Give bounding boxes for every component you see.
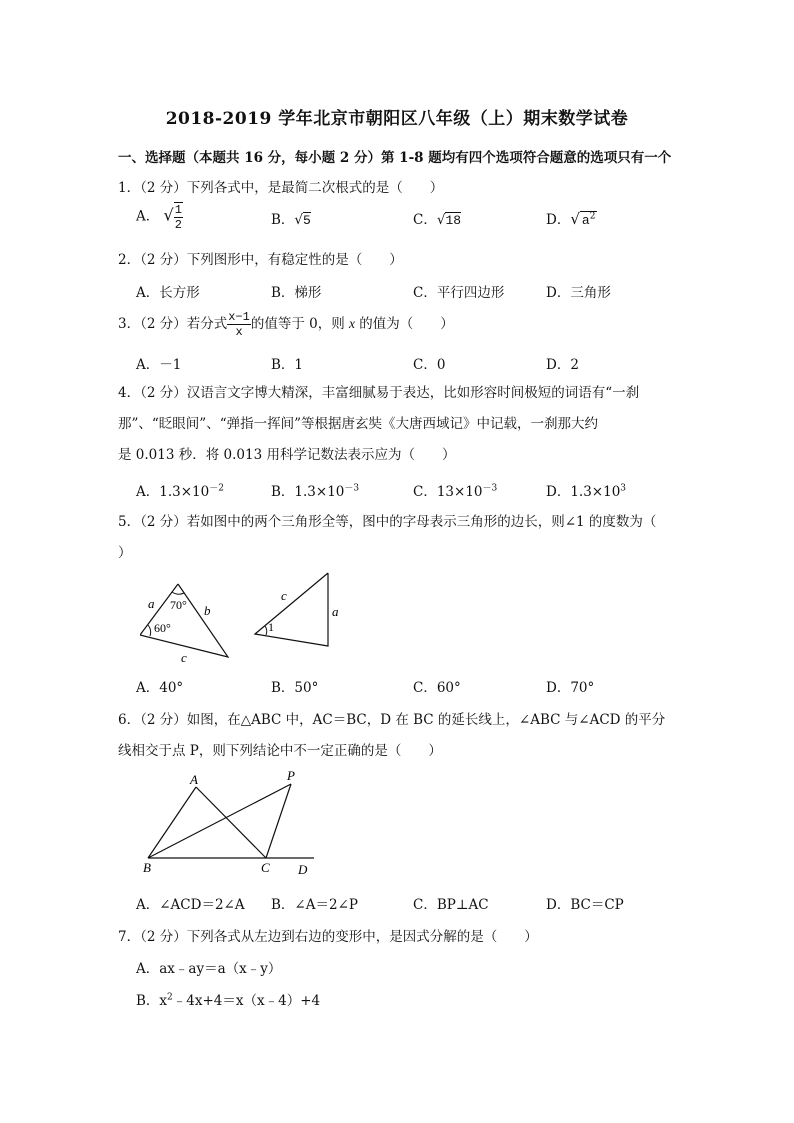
section-heading: 一、选择题（本题共 16 分，每小题 2 分）第 1-8 题均有四个选项符合题意的选项只有一个 [118,150,672,166]
q5-option-b: B．50° [271,680,319,696]
q1-option-d: D．√ $a^2$ [546,210,596,228]
q5-option-a: A．40° [136,680,184,696]
q6-stem-line2: 线相交于点 P，则下列结论中不一定正确的是（ ） [118,743,442,759]
q6-label-D: D [298,862,308,877]
q7-option-a: A．ax﹣ay＝a（x﹣y） [136,961,282,977]
q6-option-b: B．∠A＝2∠P [271,897,358,913]
q4-line: 4．（2 分）汉语言文字博大精深，丰富细腻易于表达，比如形容时间极短的词语有“一刹 [118,385,640,401]
q3-stem: 3．（2 分）若分式 $\frac{x-1}{x}$ 的值等于 0，则 x 的值为（ ） [118,310,454,339]
q5-label-a-right: a [332,604,339,619]
q5-option-d: D．70° [546,680,595,696]
q6-option-a: A．∠ACD＝2∠A [136,897,245,913]
q2-option-d: D．三角形 [546,285,611,301]
q5-stem-line1: 5．（2 分）若如图中的两个三角形全等，图中的字母表示三角形的边长，则∠1 的度数为（ [118,514,657,530]
q6-label-P: P [287,768,295,783]
q6-label-A: A [190,772,198,787]
q3-option-a: A．－1 [136,357,182,373]
q5-angle-arc-60 [148,625,151,636]
q5-label-70: 70° [170,598,187,612]
q1-option-a: A． √ $\frac{1}{2}$ [136,203,182,232]
q2-option-b: B．梯形 [271,285,322,301]
q5-label-c-right: c [281,588,287,603]
q7-option-b: B．$x^2﹣4x+4=x(x﹣4)+4$ [136,992,321,1009]
q6-figure [138,766,323,881]
q1-option-b: B．√5 [271,212,311,228]
q5-label-angle-1: 1 [268,620,274,634]
q6-option-c: C．BP⊥AC [413,897,489,913]
q5-triangle-right [255,573,328,646]
q2-option-a: A．长方形 [136,285,200,301]
q5-label-c-left: c [181,650,187,665]
q6-segment-AC [196,787,266,858]
q3-option-c: C．0 [413,357,446,373]
q6-stem-line1: 6．（2 分）如图，在△ABC 中，AC＝BC，D 在 BC 的延长线上，∠ABC 与∠ACD 的平分 [118,712,666,728]
q5-label-60: 60° [154,621,171,635]
q4-line: 那”、“眨眼间”、“弹指一挥间”等根据唐玄奘《大唐西域记》中记载，一刹那大约 [118,416,599,432]
q4-option-a: A．$1.3\times 10^{-2}$ [136,483,224,500]
q4-option-d: D．$1.3\times 10^3$ [546,483,627,500]
q3-option-d: D．2 [546,357,579,373]
q4-line: 是 0.013 秒．将 0.013 用科学记数法表示应为（ ） [118,447,456,463]
q1-option-c: C．√18 [413,212,462,228]
q5-option-c: C．60° [413,680,461,696]
q6-option-d: D．BC＝CP [546,897,624,913]
q3-option-b: B．1 [271,357,304,373]
q5-figure [140,568,360,668]
exam-title: 2018-2019 学年北京市朝阳区八年级（上）期末数学试卷 [165,109,629,129]
q4-option-b: B．$1.3\times 10^{-3}$ [271,483,360,500]
q5-angle-arc-70 [172,592,184,594]
q6-segment-AB [148,787,196,858]
q5-label-b-left: b [204,603,211,618]
q2-stem: 2．（2 分）下列图形中，有稳定性的是（ ） [118,252,403,268]
q6-label-B: B [143,860,151,875]
q1-stem: 1．（2 分）下列各式中，是最简二次根式的是（ ） [118,180,444,196]
q6-label-C: C [261,860,270,875]
q5-stem-line2: ） [118,545,132,561]
q4-option-c: C．$13\times 10^{-3}$ [413,483,498,500]
q5-label-a-left: a [148,596,155,611]
q4-stem [118,378,678,471]
q2-option-c: C．平行四边形 [413,285,505,301]
q7-stem: 7．（2 分）下列各式从左边到右边的变形中，是因式分解的是（ ） [118,929,538,945]
q5-angle-arc-1 [265,626,267,635]
